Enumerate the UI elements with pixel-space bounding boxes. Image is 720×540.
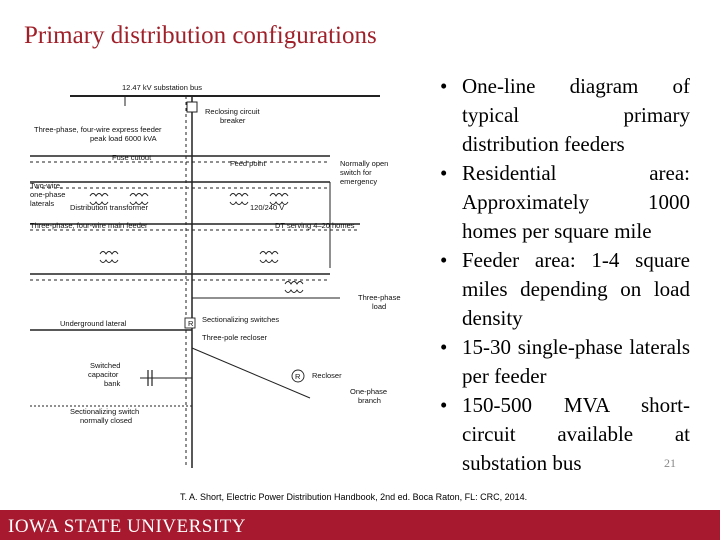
label-reclosing-breaker-1: Reclosing circuit bbox=[205, 107, 260, 116]
label-r-symbol-2: R bbox=[295, 372, 301, 381]
label-normally-open-1: Normally open bbox=[340, 159, 389, 168]
label-feed-point: Feed point bbox=[230, 159, 266, 168]
label-reclosing-breaker-2: breaker bbox=[220, 116, 246, 125]
label-three-phase-load-1: Three-phase bbox=[358, 293, 401, 302]
label-normally-open-3: emergency bbox=[340, 177, 378, 186]
label-three-pole-recloser: Three-pole recloser bbox=[202, 333, 268, 342]
label-switched-cap-3: bank bbox=[104, 379, 121, 388]
bullet-item: • 15-30 single-phase laterals per feeder bbox=[440, 335, 690, 388]
bullet-text: 15-30 single-phase laterals per feeder bbox=[462, 335, 690, 388]
label-sectionalizing-switches: Sectionalizing switches bbox=[202, 315, 280, 324]
label-one-phase-branch-1: One-phase bbox=[350, 387, 388, 396]
label-express-feeder-2: peak load 6000 kVA bbox=[90, 134, 157, 143]
label-recloser: Recloser bbox=[312, 371, 342, 380]
bullet-item: • 150-500 MVA short-circuit available at substation bus bbox=[440, 393, 690, 475]
label-switched-cap-2: capacitor bbox=[88, 370, 119, 379]
label-secondary-voltage: 120/240 V bbox=[250, 203, 285, 212]
slide-title: Primary distribution configurations bbox=[24, 22, 377, 49]
label-fuse-cutout: Fuse cutout bbox=[112, 153, 152, 162]
label-underground-lateral: Underground lateral bbox=[60, 319, 127, 328]
citation: T. A. Short, Electric Power Distribution Handbook, 2nd ed. Boca Raton, FL: CRC, 2014. bbox=[180, 492, 528, 502]
one-line-diagram bbox=[30, 78, 430, 473]
label-substation-bus: 12.47 kV substation bus bbox=[122, 83, 203, 92]
bullet-item: • Feeder area: 1-4 square miles depending on load density bbox=[440, 248, 690, 330]
label-express-feeder-1: Three-phase, four-wire express feeder bbox=[34, 125, 162, 134]
reclosing-breaker-symbol bbox=[187, 102, 197, 112]
label-two-wire-2: one-phase bbox=[30, 190, 66, 199]
label-one-phase-branch-2: branch bbox=[358, 396, 381, 405]
footer-bar bbox=[0, 510, 720, 540]
label-dt-serving: DT serving 4–20 homes bbox=[275, 221, 355, 230]
label-two-wire-1: Two-wire, bbox=[30, 181, 63, 190]
bullet-list bbox=[440, 72, 690, 478]
label-main-feeder: Three-phase, four-wire main feeder bbox=[30, 221, 148, 230]
bullet-text: One-line diagram of typical primary distribution feeders bbox=[462, 74, 690, 156]
label-three-phase-load-2: load bbox=[372, 302, 387, 311]
bullet-text: Feeder area: 1-4 square miles depending on load density bbox=[462, 248, 690, 330]
bullet-text: Residential area: Approximately 1000 homes per square mile bbox=[462, 161, 690, 243]
label-normally-open-2: switch for bbox=[340, 168, 372, 177]
label-switched-cap-1: Switched bbox=[90, 361, 121, 370]
page-number: 21 bbox=[664, 456, 676, 470]
label-r-symbol-1: R bbox=[188, 319, 194, 328]
label-two-wire-3: laterals bbox=[30, 199, 55, 208]
bullet-item: • Residential area: Approximately 1000 homes per square mile bbox=[440, 161, 690, 243]
university-logo-text: IOWA STATE UNIVERSITY bbox=[8, 516, 247, 537]
bullet-text: 150-500 MVA short-circuit available at substation bus bbox=[462, 393, 690, 475]
label-distribution-transformer: Distribution transformer bbox=[70, 203, 148, 212]
label-sect-switch-1: Sectionalizing switch bbox=[70, 407, 140, 416]
bullet-item: • One-line diagram of typical primary distribution feeders bbox=[440, 74, 690, 156]
label-sect-switch-2: normally closed bbox=[80, 416, 133, 425]
